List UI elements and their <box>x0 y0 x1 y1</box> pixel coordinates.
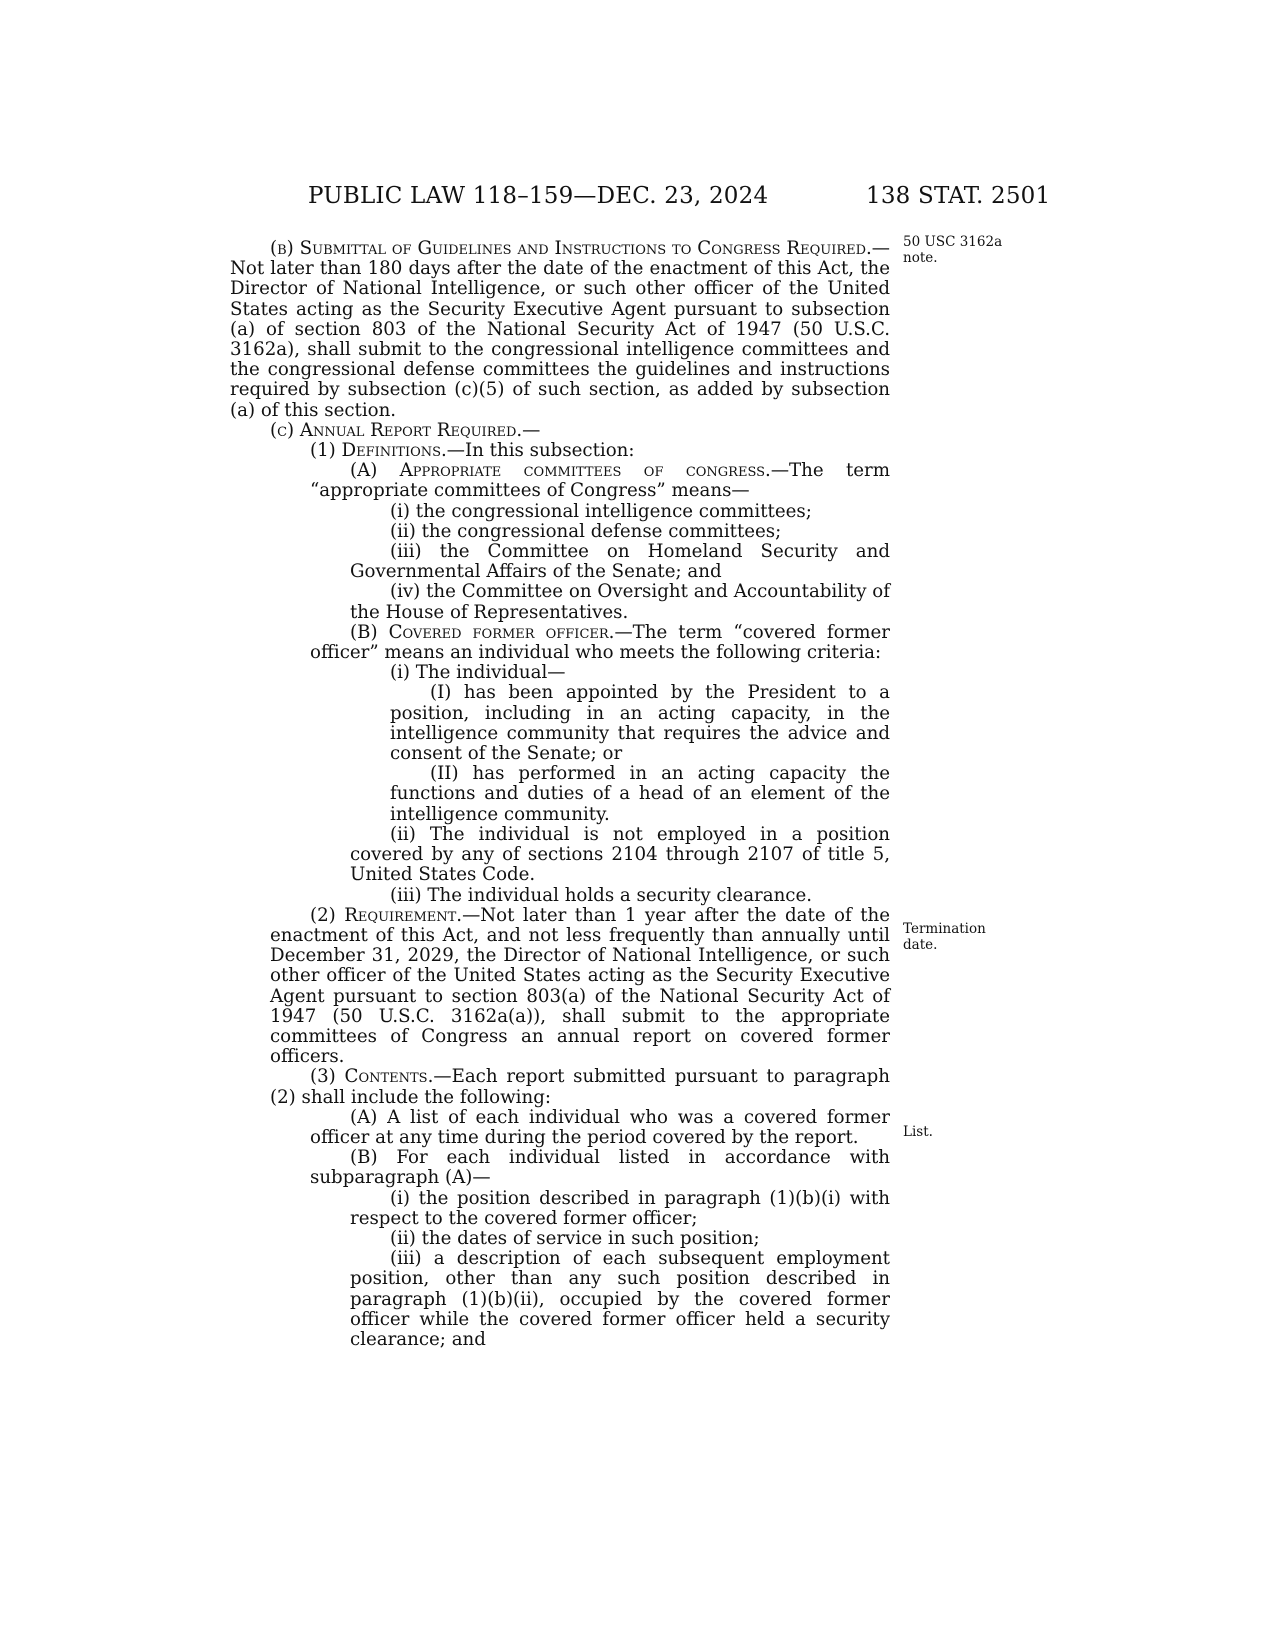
clause-ii-dates-of-service <box>230 1229 890 1249</box>
paragraph-caption: (b) Submittal of Guidelines and Instructions to Congress Required.— <box>270 238 890 259</box>
paragraph-caption: (c) Annual Report Required.— <box>270 419 541 441</box>
paragraph-text: (A) A list of each individual who was a covered former officer at any time during the period covered by the report. <box>310 1106 890 1148</box>
paragraph-text: (iv) the Committee on Oversight and Accountability of the House of Representatives. <box>350 581 890 623</box>
clause-ii-defense-committees <box>230 522 890 542</box>
running-title: PUBLIC LAW 118–159—DEC. 23, 2024 <box>308 183 769 209</box>
paragraph-text: (i) the congressional intelligence committees; <box>390 500 812 522</box>
clause-i-the-individual <box>230 663 890 683</box>
paragraph-A-appropriate-committees <box>230 461 890 501</box>
margin-note-usc: 50 USC 3162a note. <box>903 234 1003 266</box>
paragraph-caption: (1) Definitions.— <box>310 440 465 462</box>
paragraph-text: Not later than 1 year after the date of the enactment of this Act, and not less frequently than annually until December 31, 2029, the Director of National Intelligence, or such other officer of the United States acting as the Security Executive Agent pursuant to section 803(a) of the National Security Act of 1947 (50 U.S.C. 3162a(a)), shall submit to the appropriate committees of Congress an annual report on covered former officers. <box>270 904 890 1068</box>
clause-i-intelligence-committees <box>230 502 890 522</box>
subparagraph-B-for-each-individual <box>230 1148 890 1188</box>
clause-ii-not-employed <box>230 825 890 886</box>
paragraph-caption: (3) Contents.— <box>310 1066 452 1088</box>
paragraph-caption: (2) Requirement.— <box>310 904 481 926</box>
statute-page-number: 138 STAT. 2501 <box>866 183 1051 209</box>
margin-note-termination-date: Termination date. <box>903 921 986 953</box>
paragraph-text: (II) has performed in an acting capacity the functions and duties of a head of an element of the intelligence community. <box>390 763 890 825</box>
paragraph-caption: (A) Appropriate committees of congress.— <box>350 460 790 482</box>
paragraph-2-requirement <box>230 906 890 1068</box>
clause-i-position <box>230 1189 890 1229</box>
paragraph-caption: (B) Covered former officer.— <box>350 621 633 643</box>
page-header <box>0 183 1275 223</box>
clause-iii-subsequent-employment <box>230 1249 890 1350</box>
margin-note-list: List. <box>903 1124 933 1140</box>
paragraph-3-contents <box>230 1067 890 1107</box>
paragraph-text: (iii) the Committee on Homeland Security and Governmental Affairs of the Senate; and <box>350 541 890 583</box>
paragraph-text: The term “covered former officer” means an individual who meets the following criteria: <box>310 621 890 664</box>
paragraph-text: (ii) the dates of service in such position; <box>390 1227 760 1249</box>
paragraph-text: (ii) the congressional defense committees; <box>390 520 782 542</box>
clause-iii-homeland-security <box>230 542 890 582</box>
subparagraph-A-list <box>230 1108 890 1148</box>
paragraph-text: (I) has been appointed by the President to a position, including in an acting capacity, in the intelligence community that requires the advice and consent of the Senate; or <box>390 682 890 765</box>
paragraph-text: In this subsection: <box>465 440 635 462</box>
paragraph-text: Each report submitted pursuant to paragraph (2) shall include the following: <box>270 1066 890 1108</box>
clause-iii-security-clearance <box>230 886 890 906</box>
paragraph-1-definitions <box>230 441 890 461</box>
paragraph-c-annual-report <box>230 421 890 441</box>
subclause-I-appointed <box>230 683 890 764</box>
paragraph-text: Not later than 180 days after the date of the enactment of this Act, the Director of National Intelligence, or such other officer of the United States acting as the Security Executive Agent pursuant to subsection (a) of section 803 of the National Security Act of 1947 (50 U.S.C. 3162a), shall submit to the congressional intelligence committees and the congressional defense committees the guidelines and instructions required by subsection (c)(5) of such section, as added by subsection (a) of this section. <box>230 258 890 421</box>
paragraph-B-covered-former-officer <box>230 623 890 663</box>
paragraph-text: (ii) The individual is not employed in a position covered by any of sections 2104 through 2107 of title 5, United States Code. <box>350 823 890 886</box>
paragraph-text: (i) The individual— <box>390 662 566 684</box>
subclause-II-acting-capacity <box>230 764 890 825</box>
paragraph-text: (iii) a description of each subsequent employment position, other than any such position described in paragraph (1)(b)(ii), occupied by the covered former officer while the covered former officer held a security clearance; and <box>350 1248 890 1350</box>
paragraph-text: (iii) The individual holds a security clearance. <box>390 884 813 906</box>
clause-iv-oversight <box>230 582 890 622</box>
paragraph-text: (B) For each individual listed in accordance with subparagraph (A)— <box>310 1147 890 1189</box>
document-body <box>230 239 890 1350</box>
paragraph-b-submittal <box>230 239 890 421</box>
paragraph-text: The term “appropriate committees of Congress” means— <box>310 460 890 502</box>
paragraph-text: (i) the position described in paragraph (1)(b)(i) with respect to the covered former officer; <box>350 1187 890 1229</box>
